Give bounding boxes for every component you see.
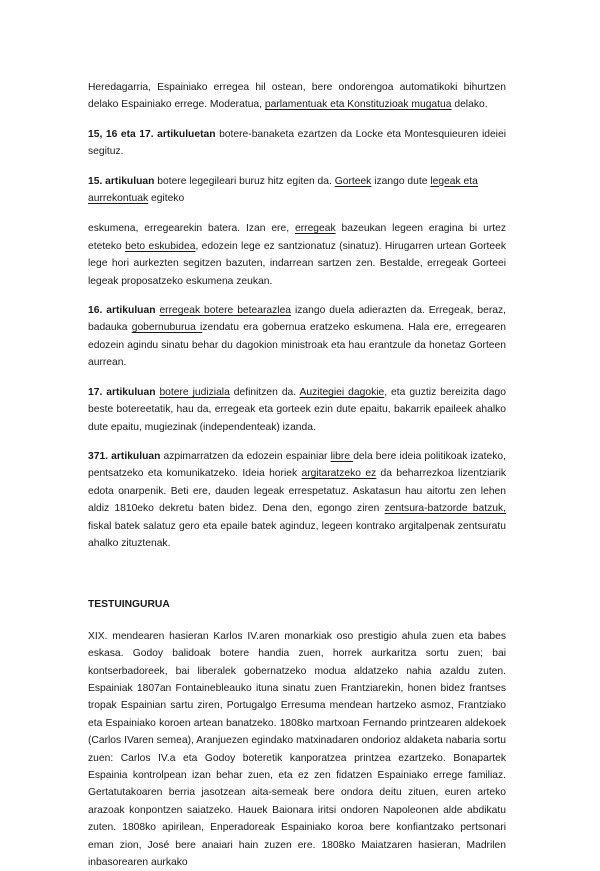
bold-article-ref: 15. artikuluan	[88, 175, 155, 187]
text: izango duela adierazten da. Erregeak, beraz, badauka	[88, 305, 506, 334]
text: , edozein lege ez santzionatuz (sinatuz). Hirugarren urtean Gorteek lege hori aurkezten segitzen bazuten, indarrean sartzen zen. Bestalde, erregeak Gorteei legeak proposatzeko eskumena zeukan.	[88, 240, 506, 287]
text: botere legegileari buruz hitz egiten da.	[154, 175, 335, 187]
underlined-text: gobernuburua i	[131, 322, 203, 334]
bold-article-ref: 371. artikuluan	[88, 450, 161, 462]
paragraph-article-17	[88, 384, 506, 436]
underlined-text: erregeak botere betearazlea	[159, 305, 292, 317]
text: Heredagarria, Espainiako erregea hil ostean, bere ondorengoa automatikoki bihurtzen delako Espainiako errege. Moderatua,	[88, 82, 506, 111]
text: izango dute	[371, 175, 431, 187]
bold-article-ref: 16. artikuluan	[88, 305, 156, 317]
paragraph-veto	[88, 220, 506, 290]
underlined-text: zentsura-batzorde batzuk,	[384, 503, 506, 515]
paragraph-context: XIX. mendearen hasieran Karlos IV.aren monarkiak oso prestigio ahula zuen eta babes eskasa. Godoy balidoak botere handia zuen, horrek aurkaritza sortu zuen; bai kontserbadoreek, bai liberalek gobernatzeko modua aldatzeko nahia azaldu zuten. Espainiak 1807an Fontainebleauko ituna sinatu zuen Frantziarekin, honen bidez frantses tropak Espainian sartu ziren, Portugalgo Erresuma mendean hartzeko asmoz, Frantziako eta Espainiako koroen artean banatzeko. 1808ko martxoan Fernando printzearen aldekoek (Carlos IVaren semea), Aranjuezen egindako matxinadaren ondorioz aldaketa nabaria sortu zuen: Carlos IV.a eta Godoy boteretik kanporatzea printzea ezartzeko. Bonapartek Espainia kontrolpean izan behar zuen, eta ez zen fidatzen Espainiako errege familiaz. Gertatutakoaren berria jasotzean aita-semeak bere ondora deitu zituen, euren arteko arazoak konpontzen saiatzeko. Hauek Baionara iritsi ondoren Napoleonen alde abdikatu zuten. 1808ko apirilean, Enperadoreak Espainiako koroa bere konfiantzako pertsonari eman zion, José bere anaiari hain zuzen ere. 1808ko Maiatzaren hasieran, Madrilen inbasorearen aurkako	[88, 630, 506, 869]
text: , eta guztiz bereizita dago beste botereetatik, hau da, erregeak eta gorteek ezin dute epaitu, bakarrik epaileek ahalko dute epaitu, mugiezinak (independenteak) izanda.	[88, 386, 506, 433]
text: botere-banaketa ezartzen da Locke eta Montesquieuren ideiei segituz.	[88, 128, 506, 158]
text: dela bere ideia politikoak izateko, pentsatzeko eta komunikatzeko. Ideia horiek	[88, 450, 506, 480]
text: egiteko	[148, 193, 185, 205]
text: fiskal batek salatuz gero eta epaile batek aginduz, legeen kontrako argitalpenak zentsuratu ahalko zituztenak.	[88, 520, 506, 549]
text: bazeukan legeen eragina bi urtez eteteko	[88, 223, 506, 252]
bold-article-ref: 17. artikuluan	[88, 386, 156, 398]
underlined-text: argitaratzeko ez	[301, 468, 377, 480]
underlined-text: botere judiziala	[159, 386, 230, 398]
underlined-text: parlamentuak eta Konstituzioak mugatua	[264, 99, 452, 111]
text: definitzen da.	[229, 386, 300, 398]
paragraph-article-16	[88, 302, 506, 372]
underlined-text: legeak eta aurrekontuak	[88, 175, 478, 205]
section-heading: TESTUINGURUA	[88, 599, 170, 611]
text: zendatu era gobernua eratzeko eskumena. Hala ere, erregearen edozein agindu sinatu behar du dagokion ministroak eta hau erantzule da honetaz Gorteen aurrean.	[88, 322, 506, 369]
text: azpimarratzen da edozein espainiar	[160, 450, 331, 462]
paragraph-articles-15-17	[88, 126, 506, 161]
underlined-text: Gorteek	[334, 175, 372, 187]
underlined-text: libre	[330, 450, 354, 462]
text: eskumena, erregearekin batera. Izan ere,	[88, 223, 295, 235]
paragraph-article-371	[88, 448, 506, 552]
text: delako.	[451, 99, 488, 111]
underlined-text: Auzitegiei dagokie	[299, 386, 385, 398]
document-page	[88, 79, 506, 871]
underlined-text: beto eskubidea	[125, 240, 196, 252]
paragraph-article-15	[88, 173, 506, 208]
paragraph-succession	[88, 79, 506, 114]
underlined-text: erregeak	[294, 223, 336, 235]
text: da beharrezkoa lizentziarik edota onarpenik. Beti ere, dauden legeak errespetatuz. Askatasun hau aitortu zen lehen aldiz 1810eko dekretu baten bidez. Dena den, egongo ziren	[88, 468, 507, 515]
bold-article-ref: 15, 16 eta 17. artikuluetan	[88, 128, 216, 140]
